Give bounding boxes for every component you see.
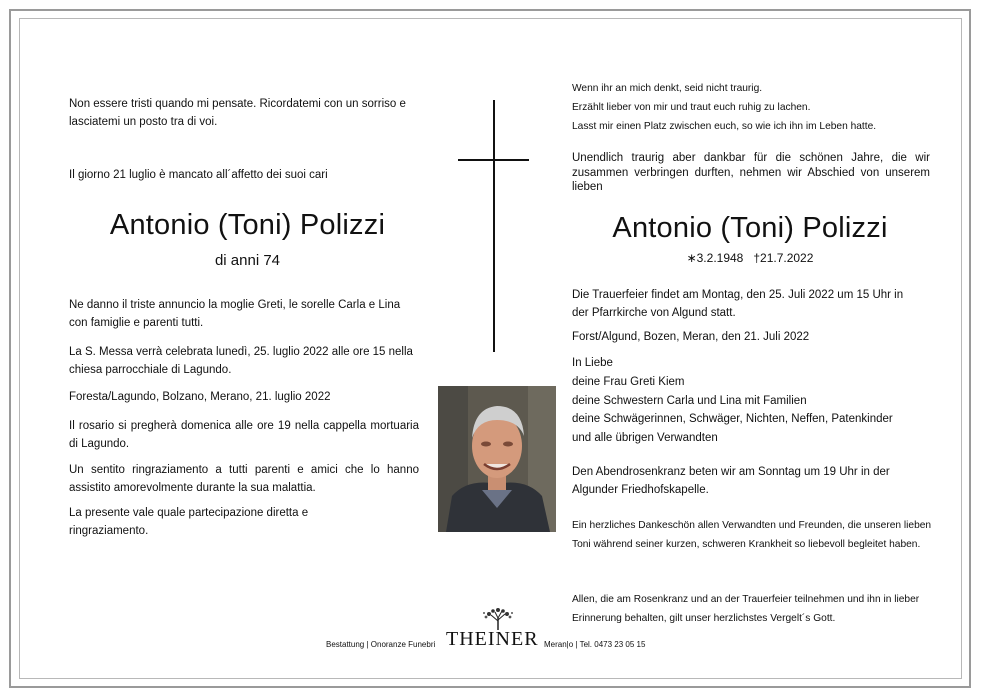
brand-name: THEINER	[446, 628, 539, 650]
cross-bar	[458, 159, 529, 161]
right-funeral: Die Trauerfeier findet am Montag, den 25. Juli 2022 um 15 Uhr in der Pfarrkirche von Algund statt.	[572, 289, 904, 319]
right-rosary: Den Abendrosenkranz beten wir am Sonntag um 19 Uhr in der Algunder Friedhofskapelle.	[572, 466, 890, 496]
right-poem-line-1: Wenn ihr an mich denkt, seid nicht traurig.	[572, 83, 763, 94]
portrait-photo	[438, 386, 556, 532]
right-place-date: Forst/Algund, Bozen, Meran, den 21. Juli 2022	[572, 331, 810, 343]
left-thanks: Un sentito ringraziamento a tutti parenti e amici che lo hanno assistito amorevolmente durante la sua malattia.	[69, 464, 419, 494]
left-name: Antonio (Toni) Polizzi	[109, 209, 386, 241]
right-poem-line-2: Erzählt lieber von mir und traut euch ruhig zu lachen.	[572, 102, 811, 113]
footer	[0, 628, 982, 656]
left-mass: La S. Messa verrà celebrata lunedì, 25. luglio 2022 alle ore 15 nella chiesa parrocchiale di Lagundo.	[69, 346, 413, 376]
left-rosary: Il rosario si pregherà domenica alle ore 19 nella cappella mortuaria di Lagundo.	[69, 420, 419, 450]
right-family-list	[572, 354, 932, 448]
left-age: di anni 74	[214, 252, 281, 269]
right-dates: ∗3.2.1948 †21.7.2022	[686, 251, 814, 265]
list-item: deine Frau Greti Kiem	[572, 375, 685, 388]
footer-right-text: Meran|o | Tel. 0473 23 05 15	[544, 640, 646, 649]
list-item: deine Schwestern Carla und Lina mit Familien	[572, 394, 807, 407]
portrait-illustration	[438, 386, 556, 532]
cross-icon	[493, 100, 495, 352]
footer-left-text: Bestattung | Onoranze Funebri	[326, 640, 436, 649]
right-name: Antonio (Toni) Polizzi	[612, 212, 888, 244]
list-item: deine Schwägerinnen, Schwäger, Nichten, Neffen, Patenkinder	[572, 413, 893, 426]
left-notice: La presente vale quale partecipazione diretta e ringraziamento.	[69, 507, 309, 537]
list-item: und alle übrigen Verwandten	[572, 432, 718, 445]
right-poem-line-3: Lasst mir einen Platz zwischen euch, so wie ich ihn im Leben hatte.	[572, 121, 877, 132]
left-intro: Il giorno 21 luglio è mancato all´affetto dei suoi cari	[69, 169, 328, 181]
right-intro: Unendlich traurig aber dankbar für die schönen Jahre, die wir zusammen verbringen durften, nehmen wir Abschied von unserem lieben	[572, 152, 930, 193]
left-place-date: Foresta/Lagundo, Bolzano, Merano, 21. luglio 2022	[69, 391, 331, 403]
right-thanks: Ein herzliches Dankeschön allen Verwandten und Freunden, die unseren lieben Toni während seiner kurzen, schweren Krankheit so liebevoll begleitet haben.	[572, 520, 932, 550]
right-closing: Allen, die am Rosenkranz und an der Trauerfeier teilnehmen und ihn in lieber Erinnerung behalten, gilt unser herzlichstes Vergelt´s Gott.	[572, 594, 920, 624]
left-announcement: Ne danno il triste annuncio la moglie Greti, le sorelle Carla e Lina con famiglie e parenti tutti.	[69, 299, 401, 329]
list-item: In Liebe	[572, 357, 613, 369]
left-quote: Non essere tristi quando mi pensate. Ricordatemi con un sorriso e lasciatemi un posto tra di voi.	[69, 98, 406, 128]
